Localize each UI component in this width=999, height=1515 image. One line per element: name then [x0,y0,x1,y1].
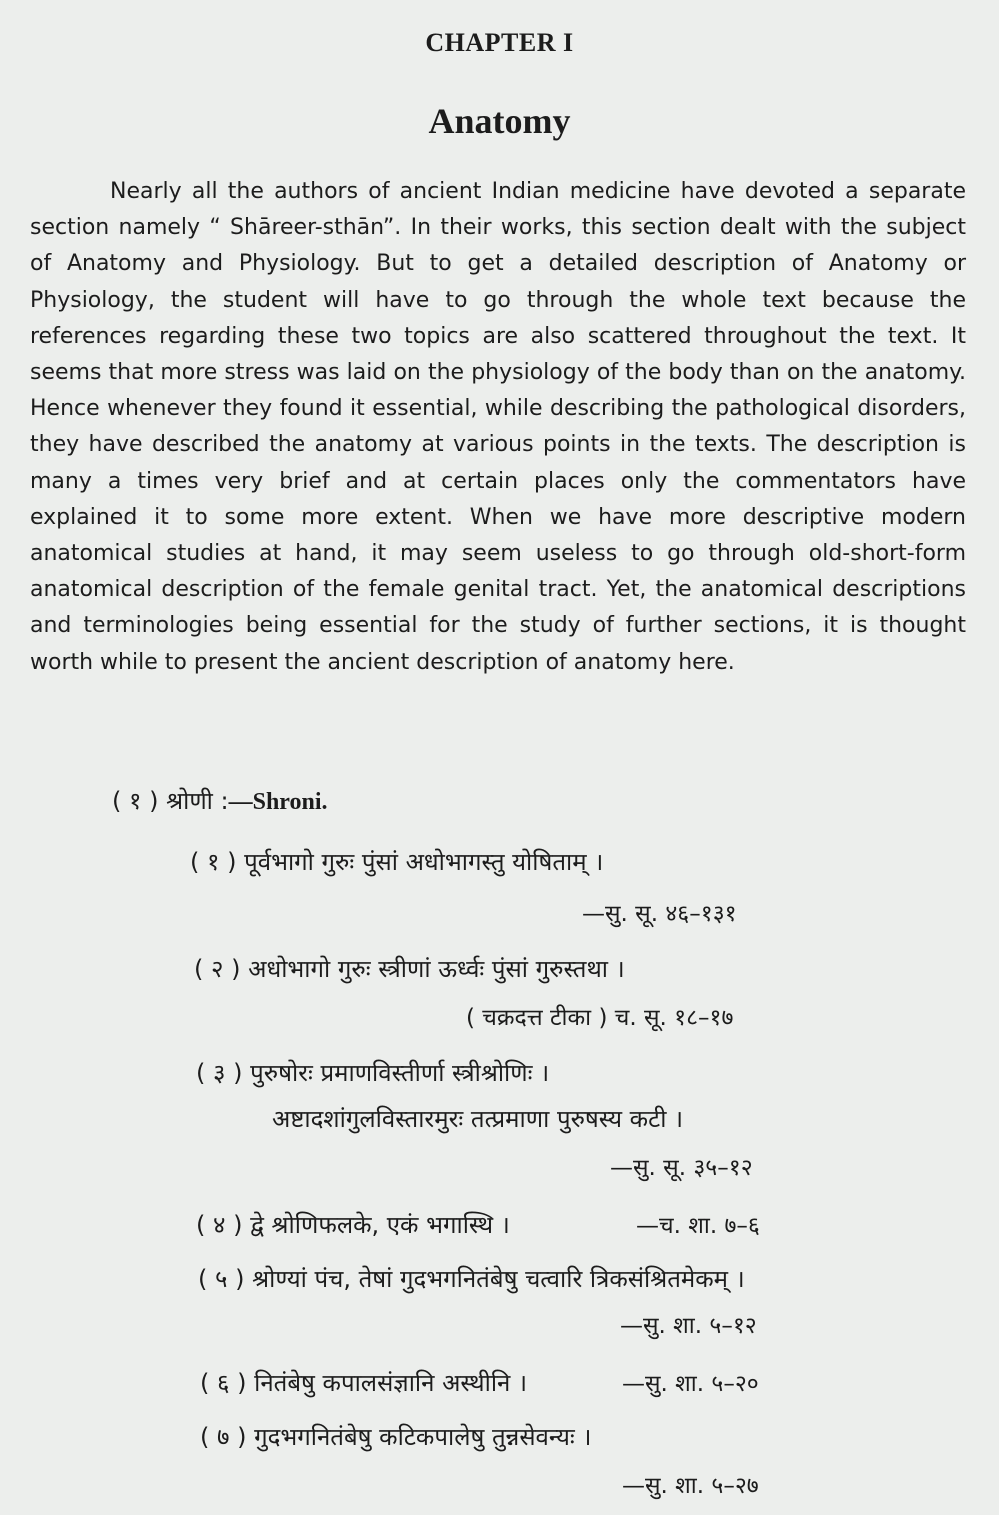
intro-paragraph [30,174,966,681]
verse-line-continued: अष्टादशांगुलविस्तारमुरः तत्प्रमाणा पुरुषस्य कटी । [272,1105,684,1133]
verse-reference: —च. शा. ७–६ [636,1213,760,1239]
verse-line [196,1056,549,1089]
section-sanskrit: श्रोणी : [166,787,229,815]
section-heading [112,784,328,817]
verse-number: ( ७ ) [200,1423,247,1451]
verse-line [198,1262,745,1295]
verse-reference: —सु. शा. ५–२० [622,1371,759,1397]
verse-number: ( १ ) [190,848,237,876]
verse-reference: —सु. शा. ५–१२ [620,1313,757,1339]
verse-reference: —सु. शा. ५–२७ [622,1473,759,1499]
verse-number: ( ४ ) [196,1211,243,1239]
verse-text: द्वे श्रोणिफलके, एकं भगास्थि । [250,1211,510,1239]
verse-text: पूर्वभागो गुरुः पुंसां अधोभागस्तु योषिताम् । [244,848,604,876]
verse-line [200,1366,527,1399]
verse-number: ( २ ) [194,955,241,983]
verse-number: ( ५ ) [198,1265,245,1293]
verse-number: ( ३ ) [196,1059,243,1087]
verse-text: पुरुषोरः प्रमाणविस्तीर्णा स्त्रीश्रोणिः । [250,1059,550,1087]
page-title: Anatomy [428,101,571,141]
verse-reference: ( चक्रदत्त टीका ) च. सू. १८–१७ [466,1005,734,1031]
verse-text: श्रोण्यां पंच, तेषां गुदभगनितंबेषु चत्वारि त्रिकसंश्रितमेकम् । [252,1265,745,1293]
paragraph-text: Nearly all the authors of ancient Indian medicine have devoted a separate section namely “ Shāreer-sthān”. In their works, this section dealt with the subject of Anatomy and Physiology. But to get a detailed description of Anatomy or Physiology, the student will have to go through the whole text because the references regarding these two topics are also scattered throughout the text. It seems that more stress was laid on the physiology of the body than on the anatomy. Hence whenever they found it essential, while describing the pathological disorders, they have described the anatomy at various points in the texts. The description is many a times very brief and at certain places only the commentators have explained it to some more extent. When we have more descriptive modern anatomical studies at hand, it may seem useless to go through old-short-form anatomical description of the female genital tract. Yet, the anatomical descriptions and terminologies being essential for the study of further sections, it is thought worth while to present the ancient description of anatomy here. [30,179,966,675]
verse-line [190,845,603,878]
verse-line [196,1208,510,1241]
verse-text: अधोभागो गुरुः स्त्रीणां ऊर्ध्वः पुंसां गुरुस्तथा । [248,955,625,983]
verse-reference: —सु. सू. ३५–१२ [610,1155,753,1181]
verse-line [200,1420,591,1453]
verse-text: नितंबेषु कपालसंज्ञानि अस्थीनि । [254,1369,528,1397]
verse-text: गुदभगनितंबेषु कटिकपालेषु तुन्नसेवन्यः । [254,1423,592,1451]
chapter-heading: CHAPTER I [425,28,574,57]
verse-line [194,952,625,985]
section-number: ( १ ) [112,787,159,815]
verse-reference: —सु. सू. ४६–१३१ [582,901,737,927]
section-english: —Shroni. [228,789,328,815]
verse-number: ( ६ ) [200,1369,247,1397]
